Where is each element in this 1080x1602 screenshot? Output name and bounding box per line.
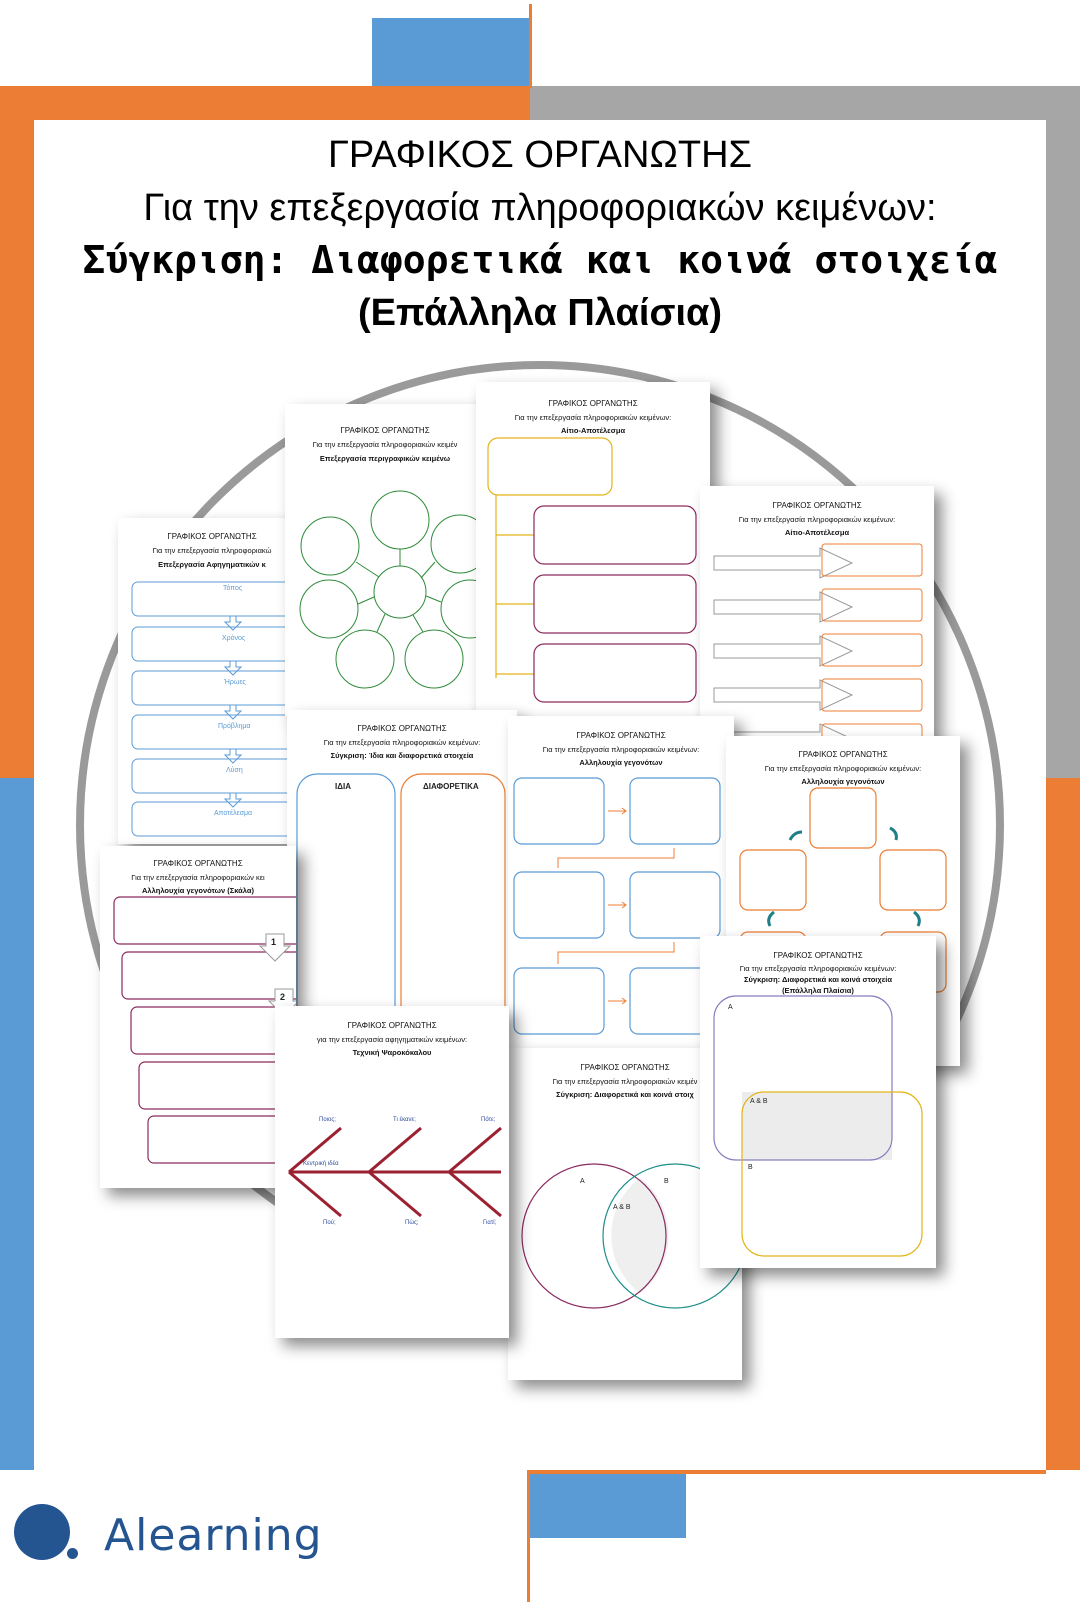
sheet-title: ΓΡΑΦΙΚΟΣ ΟΡΓΑΝΩΤΗΣ: [153, 859, 243, 868]
sheet-same-different: [287, 710, 517, 1030]
sheet-overlapping-boxes: [700, 936, 936, 1268]
fishbone-label-how: Πώς;: [405, 1220, 419, 1226]
sheet-topic: Αίτιο-Αποτέλεσμα: [560, 426, 626, 435]
fishbone-label-who: Ποιος;: [319, 1117, 336, 1123]
sheet-subtitle: Για την επεξεργασία πληροφοριακών κειμένων:: [764, 764, 922, 773]
sheet-title: ΓΡΑΦΙΚΟΣ ΟΡΓΑΝΩΤΗΣ: [548, 399, 638, 408]
sheet-title: ΓΡΑΦΙΚΟΣ ΟΡΓΑΝΩΤΗΣ: [772, 501, 862, 510]
web-diagram-graphic: [285, 404, 485, 716]
sheet-subtitle: Για την επεξεργασία πληροφοριακών κειμένων:: [738, 515, 896, 524]
sheet-subtitle: Για την επεξεργασία πληροφοριακών κει: [131, 873, 265, 882]
sheet-topic: Τεχνική Ψαροκόκαλου: [352, 1048, 432, 1057]
logo-circle-icon: [14, 1504, 70, 1560]
sheet-subtitle: Για την επεξεργασία πληροφοριακών κειμένων:: [514, 413, 672, 422]
alearning-logo: [0, 1490, 400, 1590]
sheet-subtitle: Για την επεξεργασία πληροφοριακών κειμέν: [552, 1077, 698, 1086]
different-column-label: ΔΙΑΦΟΡΕΤΙΚΑ: [423, 782, 479, 791]
fishbone-label-main: Κεντρική ιδέα: [303, 1161, 339, 1167]
sheet-topic: Αλληλουχία γεγονότων (Σκάλα): [142, 886, 254, 895]
sheet-title: ΓΡΑΦΙΚΟΣ ΟΡΓΑΝΩΤΗΣ: [798, 750, 888, 759]
sheet-cause-effect-b: [700, 486, 934, 748]
sheet-topic: Σύγκριση: Διαφορετικά και κοινά στοιχ: [556, 1090, 694, 1099]
sheet-narrative-organizer: [118, 518, 306, 844]
sheet-subtitle: Για την επεξεργασία πληροφοριακώ: [152, 546, 272, 555]
cover-title-line3: Σύγκριση: Διαφορετικά και κοινά στοιχεία: [82, 238, 998, 282]
sheet-title: ΓΡΑΦΙΚΟΣ ΟΡΓΑΝΩΤΗΣ: [167, 532, 257, 541]
fishbone-label-where: Πού;: [323, 1220, 336, 1226]
fishbone-graphic: [275, 1006, 509, 1338]
staircase-graphic: [100, 846, 296, 1188]
logo-dot-icon: [67, 1548, 78, 1559]
two-column-graphic: [287, 710, 517, 1030]
cause-effect-arrows-graphic: [700, 486, 934, 748]
sheet-topic: Αίτιο-Αποτέλεσμα: [784, 528, 850, 537]
sheet-topic: Σύγκριση: Διαφορετικά και κοινά στοιχεία: [744, 975, 892, 984]
sheet-title: ΓΡΑΦΙΚΟΣ ΟΡΓΑΝΩΤΗΣ: [773, 951, 863, 960]
overlap-label-b: Β: [748, 1164, 753, 1171]
fishbone-label-why: Γιατί;: [483, 1220, 497, 1226]
venn-label-a: Α: [580, 1178, 585, 1185]
sheet-title: ΓΡΑΦΙΚΟΣ ΟΡΓΑΝΩΤΗΣ: [576, 731, 666, 740]
fishbone-label-what: Τι έκανε;: [393, 1117, 416, 1123]
step-number: 2: [280, 992, 286, 1002]
sheet-title: ΓΡΑΦΙΚΟΣ ΟΡΓΑΝΩΤΗΣ: [357, 724, 447, 733]
cause-effect-tree-graphic: [476, 382, 710, 726]
sheet-title: ΓΡΑΦΙΚΟΣ ΟΡΓΑΝΩΤΗΣ: [347, 1021, 437, 1030]
sheet-topic: Επεξεργασία Αφηγηματικών κ: [158, 560, 266, 569]
narrative-item: Πρόβλημα: [218, 723, 251, 730]
narrative-item: Λύση: [226, 767, 243, 774]
sheet-topic: Αλληλουχία γεγονότων: [579, 758, 663, 767]
sheet-fishbone: [275, 1006, 509, 1338]
step-number: 1: [271, 937, 277, 947]
sheet-subtitle: Για την επεξεργασία πληροφοριακών κειμένων:: [323, 738, 481, 747]
cover-title-line1: ΓΡΑΦΙΚΟΣ ΟΡΓΑΝΩΤΗΣ: [327, 134, 753, 176]
sheet-subtitle: Για την επεξεργασία πληροφοριακών κειμένων:: [739, 964, 897, 973]
same-column-label: ΙΔΙΑ: [335, 782, 351, 791]
sheet-topic: Αλληλουχία γεγονότων: [801, 777, 885, 786]
sheet-title: ΓΡΑΦΙΚΟΣ ΟΡΓΑΝΩΤΗΣ: [340, 426, 430, 435]
sheet-descriptive-organizer: [285, 404, 485, 716]
fishbone-label-when: Πότε;: [481, 1117, 496, 1123]
sheet-topic-sub: (Επάλληλα Πλαίσια): [782, 986, 854, 995]
narrative-item: Τόπος: [223, 585, 243, 592]
sheet-cause-effect-a: [476, 382, 710, 726]
sheet-topic: Σύγκριση: Ίδια και διαφορετικά στοιχεία: [330, 751, 474, 760]
narrative-item: Χρόνος: [222, 635, 246, 642]
overlap-label-a: Α: [728, 1004, 733, 1011]
sheet-subtitle: για την επεξεργασία αφηγηματικών κειμένων:: [316, 1035, 468, 1044]
overlapping-boxes-graphic: [700, 936, 936, 1268]
narrative-item: Αποτέλεσμα: [214, 810, 253, 817]
cover-title-line2: Για την επεξεργασία πληροφοριακών κειμένων:: [143, 187, 937, 229]
sheet-staircase: [100, 846, 296, 1188]
cover-title-line4: (Επάλληλα Πλαίσια): [357, 292, 723, 334]
logo-text: Alearning: [104, 1510, 323, 1561]
sheet-subtitle: Για την επεξεργασία πληροφοριακών κειμένων:: [542, 745, 700, 754]
narrative-boxes-graphic: [118, 518, 306, 844]
venn-label-b: Β: [664, 1178, 669, 1185]
sheet-subtitle: Για την επεξεργασία πληροφοριακών κειμέν: [312, 440, 458, 449]
venn-label-ab: Α & Β: [613, 1204, 631, 1211]
overlap-label-ab: Α & Β: [750, 1098, 768, 1105]
sheet-title: ΓΡΑΦΙΚΟΣ ΟΡΓΑΝΩΤΗΣ: [580, 1063, 670, 1072]
sheet-topic: Επεξεργασία περιγραφικών κειμένω: [319, 454, 451, 463]
narrative-item: Ήρωες: [224, 679, 246, 686]
